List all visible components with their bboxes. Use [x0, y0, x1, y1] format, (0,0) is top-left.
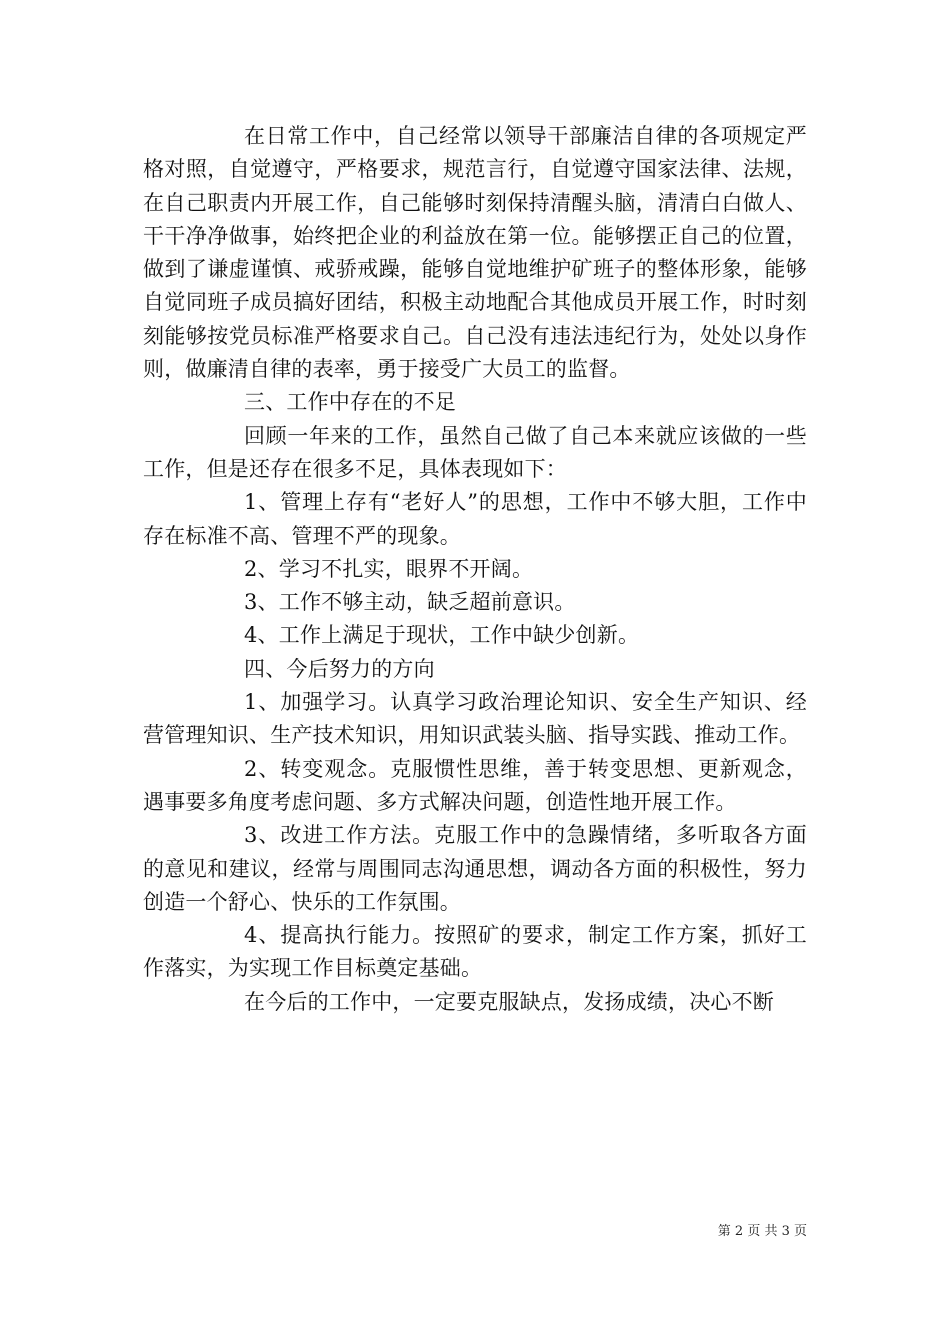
paragraph-self-discipline: 在日常工作中，自己经常以领导干部廉洁自律的各项规定严格对照，自觉遵守，严格要求，规范言行，自觉遵守国家法律、法规，在自己职责内开展工作，自己能够时刻保持清醒头脑，清清白白做人、干干净净做事，始终把企业的利益放在第一位。能够摆正自己的位置，做到了谦虚谨慎、戒骄戒躁，能够自觉地维护矿班子的整体形象，能够自觉同班子成员搞好团结，积极主动地配合其他成员开展工作，时时刻刻能够按党员标准严格要求自己。自己没有违法违纪行为，处处以身作则，做廉清自律的表率，勇于接受广大员工的监督。	[143, 124, 807, 382]
list-item-direction-1: 1、加强学习。认真学习政治理论知识、安全生产知识、经营管理知识、生产技术知识，用知识武装头脑、指导实践、推动工作。	[143, 690, 807, 748]
page-number: 第 2 页 共 3 页	[717, 1224, 807, 1239]
heading-future-direction: 四、今后努力的方向	[244, 656, 435, 681]
list-item-direction-3: 3、改进工作方法。克服工作中的急躁情绪，多听取各方面的意见和建议，经常与周围同志沟通思想，调动各方面的积极性，努力创造一个舒心、快乐的工作氛围。	[143, 823, 807, 914]
list-item-direction-4: 4、提高执行能力。按照矿的要求，制定工作方案，抓好工作落实，为实现工作目标奠定基础。	[143, 923, 807, 981]
paragraph-review: 回顾一年来的工作，虽然自己做了自己本来就应该做的一些工作，但是还存在很多不足，具体表现如下：	[143, 423, 807, 481]
paragraph-closing: 在今后的工作中，一定要克服缺点，发扬成绩，决心不断	[244, 989, 774, 1014]
list-item-shortcoming-2: 2、学习不扎实，眼界不开阔。	[244, 556, 534, 581]
list-item-shortcoming-1: 1、管理上存有“老好人”的思想，工作中不够大胆，工作中存在标准不高、管理不严的现象。	[143, 490, 807, 548]
page-footer	[0, 1220, 950, 1239]
heading-shortcomings: 三、工作中存在的不足	[244, 390, 456, 415]
list-item-shortcoming-4: 4、工作上满足于现状，工作中缺少创新。	[244, 623, 640, 648]
list-item-direction-2: 2、转变观念。克服惯性思维，善于转变思想、更新观念，遇事要多角度考虑问题、多方式解决问题，创造性地开展工作。	[143, 756, 807, 814]
list-item-shortcoming-3: 3、工作不够主动，缺乏超前意识。	[244, 590, 576, 615]
document-body	[143, 120, 807, 1019]
